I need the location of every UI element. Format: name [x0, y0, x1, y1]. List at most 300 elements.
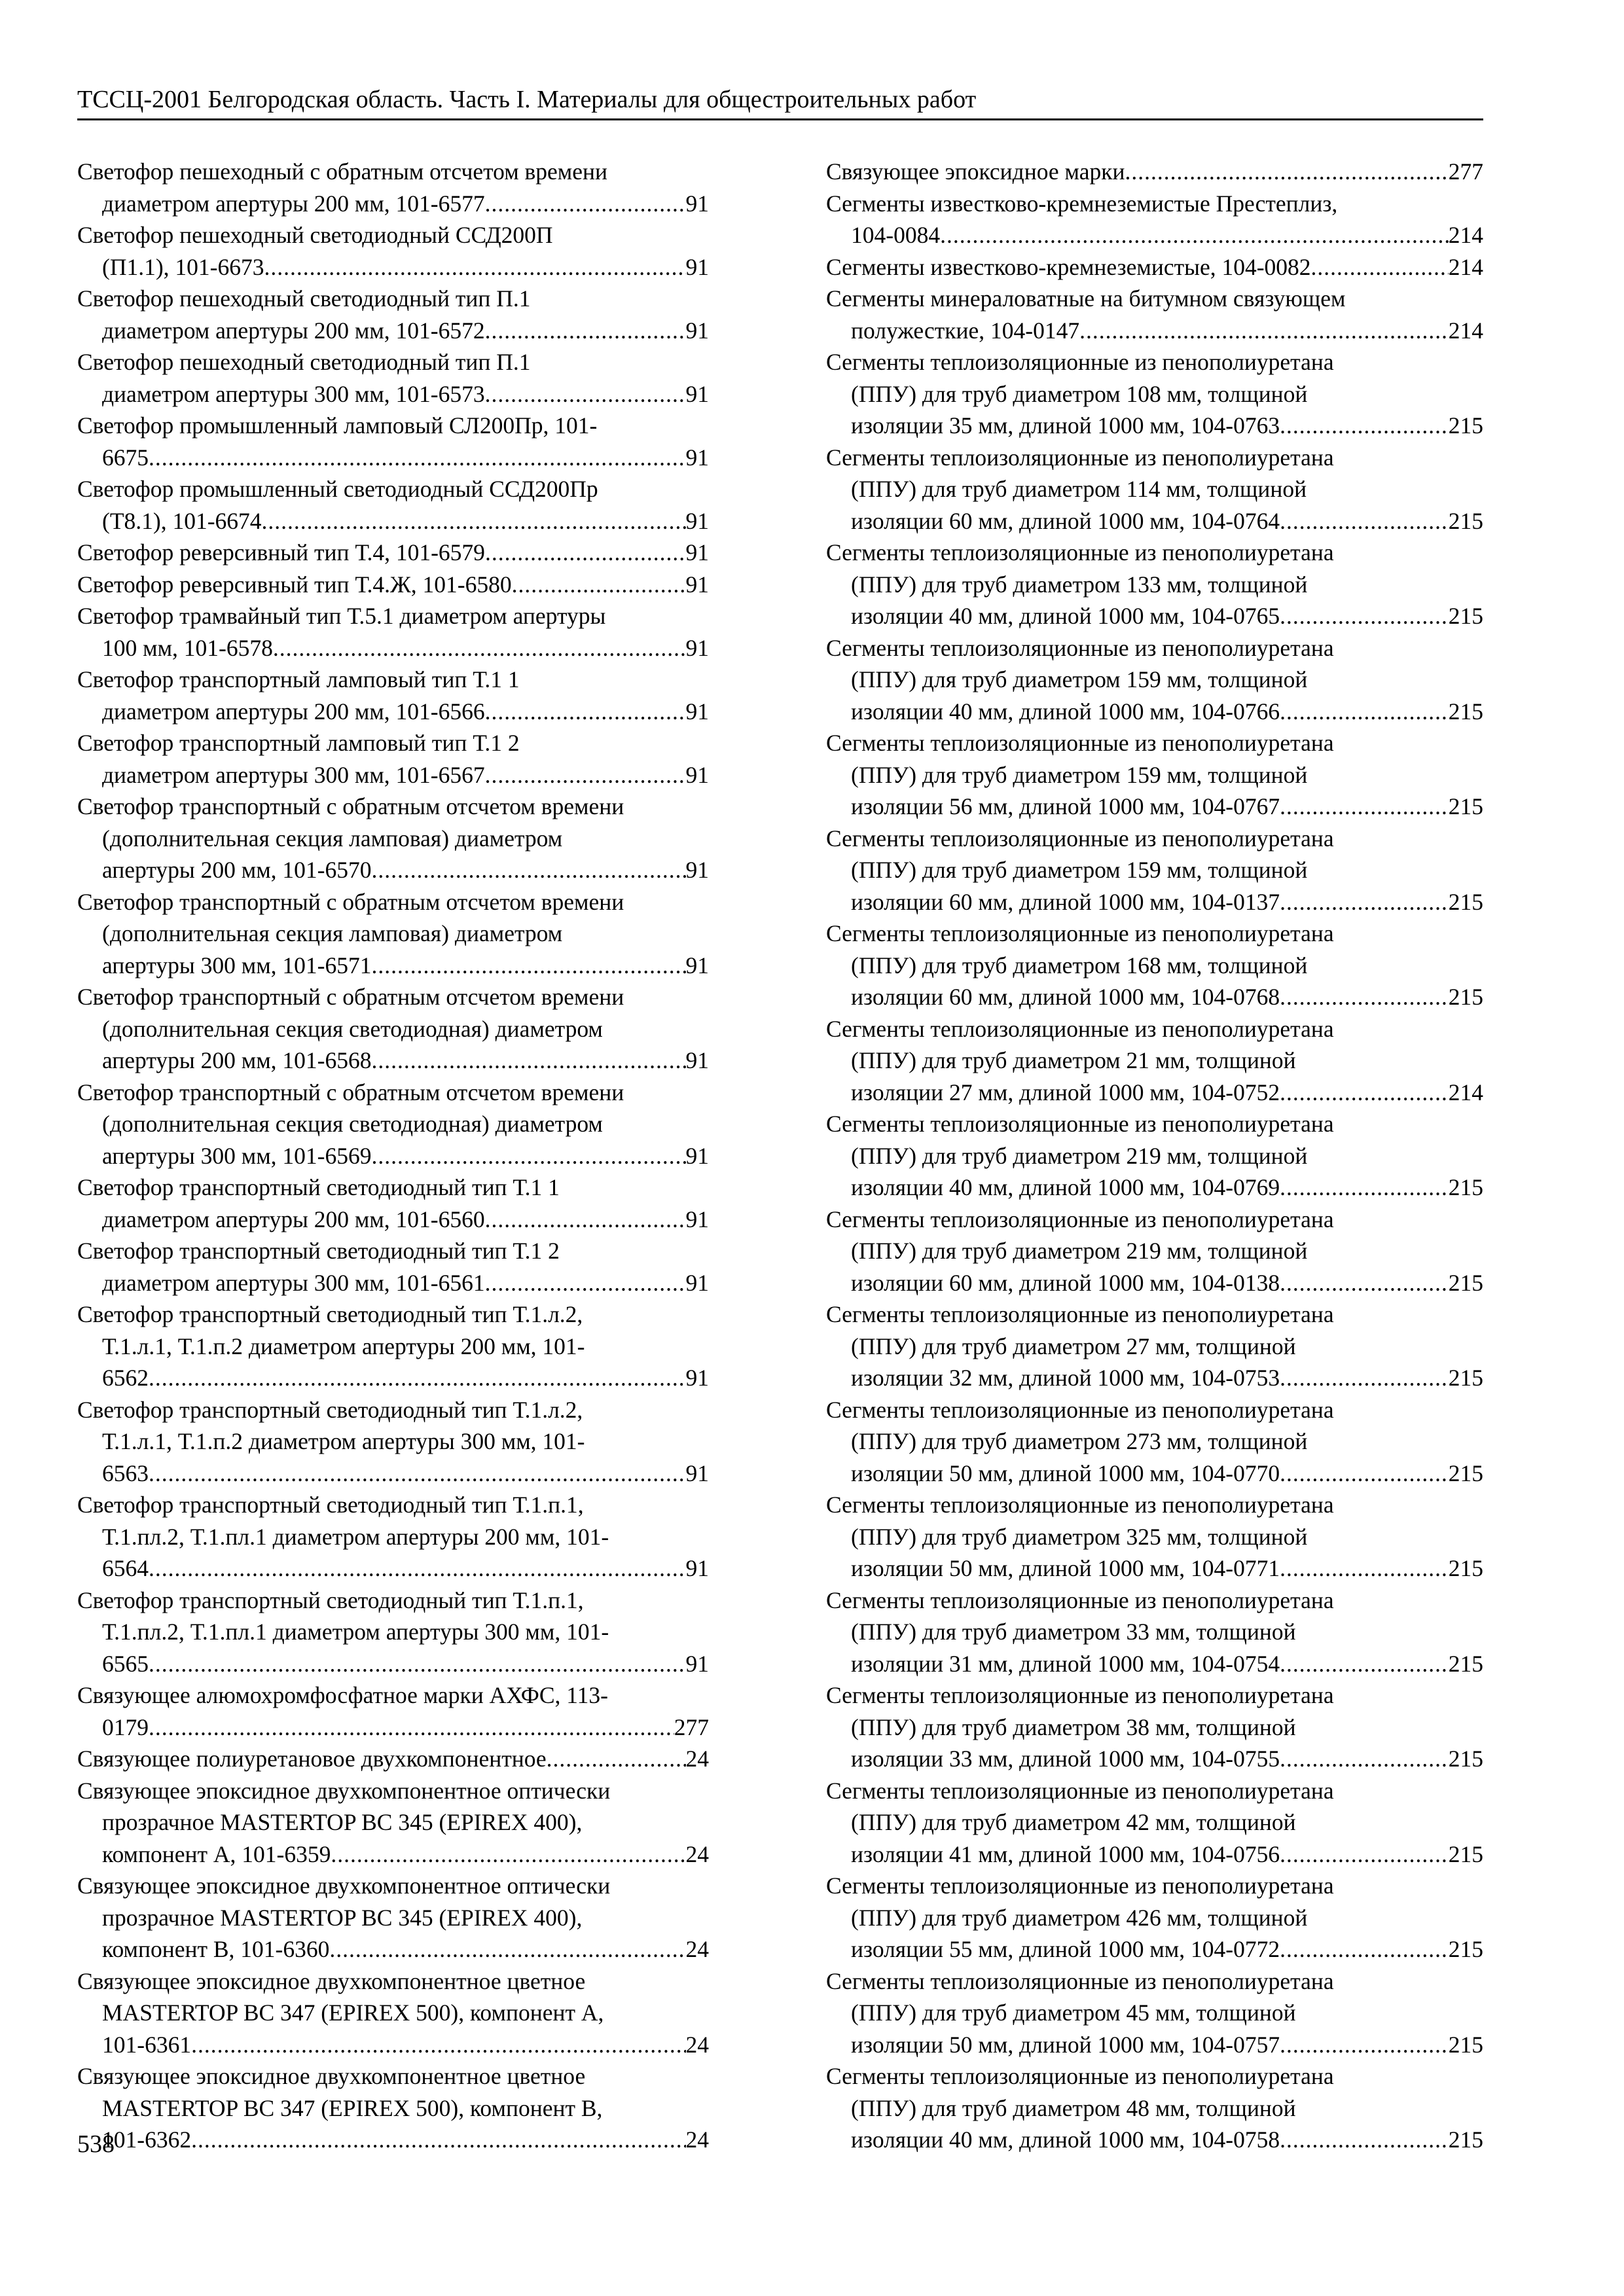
dot-leader — [149, 1648, 686, 1680]
index-entry — [826, 823, 1483, 918]
index-entry-last-line — [826, 981, 1483, 1013]
dot-leader — [1280, 1458, 1449, 1490]
index-entry — [77, 1679, 709, 1743]
index-entry-text: изоляции 40 мм, длиной 1000 мм, 104-0769 — [851, 1174, 1280, 1200]
index-entry-text: апертуры 200 мм, 101-6570 — [102, 857, 372, 883]
index-entry-text: изоляции 60 мм, длиной 1000 мм, 104-0138 — [851, 1269, 1280, 1296]
index-entry-page: 215 — [1448, 888, 1483, 915]
index-entry-line: Сегменты известково-кремнеземистые Престеплиз, — [826, 190, 1338, 217]
index-entry-last-line — [826, 1077, 1483, 1109]
index-entry-text: изоляции 50 мм, длиной 1000 мм, 104-0757 — [851, 2031, 1280, 2058]
index-entry-last-line — [77, 1204, 709, 1236]
index-entry — [826, 918, 1483, 1013]
index-entry-line: Сегменты теплоизоляционные из пенополиуретана — [826, 1873, 1334, 1899]
index-entry-page: 277 — [1448, 158, 1483, 185]
index-entry-text: Связующее полиуретановое двухкомпонентное — [77, 1746, 547, 1772]
index-entry-last-line — [77, 854, 709, 886]
index-entry-page: 215 — [1448, 1365, 1483, 1391]
dot-leader — [1280, 1648, 1449, 1680]
dot-leader — [149, 1712, 674, 1744]
index-entry-text: (Т8.1), 101-6674 — [102, 507, 262, 534]
index-entry-text: изоляции 50 мм, длиной 1000 мм, 104-0771 — [851, 1555, 1280, 1581]
index-entry — [826, 1394, 1483, 1490]
index-entry-text: диаметром апертуры 200 мм, 101-6572 — [102, 317, 485, 344]
index-entry-line: Сегменты теплоизоляционные из пенополиуретана — [826, 539, 1334, 565]
index-entry — [77, 1394, 709, 1490]
index-entry-line: Светофор транспортный светодиодный тип Т.1.п.1, — [77, 1587, 584, 1613]
index-entry-last-line — [826, 1839, 1483, 1871]
index-entry-last-line — [826, 1362, 1483, 1394]
dot-leader — [485, 378, 686, 410]
index-entry-text: 6563 — [102, 1460, 149, 1486]
dot-leader — [1280, 696, 1449, 728]
index-entry-last-line — [826, 600, 1483, 632]
index-entry-text: 101-6361 — [102, 2031, 192, 2058]
index-entry-last-line — [77, 537, 709, 569]
dot-leader — [371, 950, 685, 982]
index-entry-line: Сегменты теплоизоляционные из пенополиуретана — [826, 634, 1334, 661]
dot-leader — [191, 2124, 685, 2156]
index-entry-page: 215 — [1448, 1460, 1483, 1486]
index-entry — [77, 537, 709, 569]
index-entry-line: (ППУ) для труб диаметром 219 мм, толщиной — [851, 1142, 1308, 1169]
index-entry-page: 215 — [1448, 984, 1483, 1010]
dot-leader — [1280, 505, 1449, 537]
index-entry-line: Сегменты теплоизоляционные из пенополиуретана — [826, 1015, 1334, 1042]
index-entry-text: компонент А, 101-6359 — [102, 1840, 331, 1867]
index-entry-line: Светофор пешеходный светодиодный ССД200П — [77, 222, 553, 248]
index-entry-last-line — [77, 442, 709, 474]
index-entry-last-line — [77, 1267, 709, 1299]
index-entry-line: (ППУ) для труб диаметром 42 мм, толщиной — [851, 1809, 1296, 1835]
dot-leader — [1280, 1172, 1449, 1204]
index-entry — [826, 537, 1483, 632]
index-entry-text: Светофор реверсивный тип Т.4.Ж, 101-6580 — [77, 571, 512, 598]
index-entry-page: 215 — [1448, 2126, 1483, 2153]
index-entry-line: (дополнительная секция светодиодная) диаметром — [102, 1111, 603, 1137]
index-entry-text: изоляции 33 мм, длиной 1000 мм, 104-0755 — [851, 1746, 1280, 1772]
index-entry-line: Сегменты теплоизоляционные из пенополиуретана — [826, 1206, 1334, 1232]
dot-leader — [1280, 1362, 1449, 1394]
index-entry-last-line — [826, 410, 1483, 442]
dot-leader — [1280, 1839, 1449, 1871]
index-entry-line: Сегменты теплоизоляционные из пенополиуретана — [826, 349, 1334, 375]
index-entry-line: Светофор транспортный светодиодный тип Т.1 2 — [77, 1238, 560, 1264]
index-entry-line: Сегменты теплоизоляционные из пенополиуретана — [826, 920, 1334, 946]
index-entry — [826, 283, 1483, 346]
index-entry-page: 91 — [685, 634, 709, 661]
dot-leader — [331, 1839, 685, 1871]
index-entry-text: Связующее эпоксидное марки — [826, 158, 1125, 185]
index-entry — [77, 346, 709, 410]
dot-leader — [485, 696, 686, 728]
index-entry-last-line — [826, 251, 1483, 283]
index-entry-last-line — [77, 1743, 709, 1775]
index-entry — [77, 2060, 709, 2156]
index-entry-last-line — [77, 759, 709, 791]
index-entry-line: (ППУ) для труб диаметром 38 мм, толщиной — [851, 1713, 1296, 1740]
index-entry-line: (ППУ) для труб диаметром 273 мм, толщиной — [851, 1428, 1308, 1454]
dot-leader — [512, 569, 686, 601]
dot-leader — [1280, 410, 1449, 442]
index-entry-page: 215 — [1448, 1555, 1483, 1581]
index-entry-line: Светофор трамвайный тип Т.5.1 диаметром апертуры — [77, 603, 606, 629]
index-entry-line: Светофор транспортный с обратным отсчетом времени — [77, 1079, 624, 1105]
index-entry-text: изоляции 35 мм, длиной 1000 мм, 104-0763 — [851, 412, 1280, 439]
index-entry-page: 215 — [1448, 793, 1483, 819]
index-entry-line: (ППУ) для труб диаметром 159 мм, толщиной — [851, 761, 1308, 788]
index-entry — [826, 1679, 1483, 1775]
dot-leader — [1280, 791, 1449, 823]
index-entry-text: изоляции 60 мм, длиной 1000 мм, 104-0137 — [851, 888, 1280, 915]
index-entry-text: 100 мм, 101-6578 — [102, 634, 273, 661]
index-entry-last-line — [826, 505, 1483, 537]
index-entry-page: 91 — [685, 1206, 709, 1232]
index-entry — [826, 1013, 1483, 1109]
index-entry-line: (ППУ) для труб диаметром 27 мм, толщиной — [851, 1333, 1296, 1359]
index-entry — [77, 1870, 709, 1965]
dot-leader — [262, 505, 686, 537]
index-entry-page: 91 — [685, 380, 709, 407]
dot-leader — [149, 442, 686, 474]
index-entry-line: Светофор пешеходный светодиодный тип П.1 — [77, 349, 531, 375]
index-entry-line: Сегменты теплоизоляционные из пенополиуретана — [826, 1777, 1334, 1804]
index-entry-page: 215 — [1448, 412, 1483, 439]
dot-leader — [1125, 156, 1449, 188]
dot-leader — [940, 219, 1449, 251]
index-entry-last-line — [77, 1045, 709, 1077]
index-entry-line: Сегменты минераловатные на битумном связующем — [826, 285, 1346, 312]
index-entry-last-line — [77, 188, 709, 220]
index-entry-page: 215 — [1448, 1746, 1483, 1772]
index-entry-last-line — [77, 1552, 709, 1585]
index-entry-line: Сегменты теплоизоляционные из пенополиуретана — [826, 730, 1334, 756]
index-entry-text: изоляции 40 мм, длиной 1000 мм, 104-0758 — [851, 2126, 1280, 2153]
index-entry-line: Связующее эпоксидное двухкомпонентное оптически — [77, 1873, 611, 1899]
index-entry-text: диаметром апертуры 200 мм, 101-6577 — [102, 190, 485, 217]
index-entry-line: (ППУ) для труб диаметром 133 мм, толщиной — [851, 571, 1308, 598]
index-entry-line: (ППУ) для труб диаметром 159 мм, толщиной — [851, 666, 1308, 692]
index-entry-line: Т.1.пл.2, Т.1.пл.1 диаметром апертуры 300 мм, 101- — [102, 1619, 609, 1645]
index-column-left — [77, 156, 709, 2156]
index-entry-line: MASTERTOP BC 347 (EPIREX 500), компонент А, — [102, 2000, 604, 2026]
index-entry-page: 24 — [685, 1936, 709, 1962]
index-entry-page: 91 — [685, 1269, 709, 1296]
index-entry-line: (ППУ) для труб диаметром 45 мм, толщиной — [851, 2000, 1296, 2026]
index-entry-last-line — [77, 1712, 709, 1744]
index-entry-text: изоляции 60 мм, длиной 1000 мм, 104-0768 — [851, 984, 1280, 1010]
index-entry-text: изоляции 41 мм, длиной 1000 мм, 104-0756 — [851, 1840, 1280, 1867]
index-entry-line: Связующее алюмохромфосфатное марки АХФС, 113- — [77, 1682, 609, 1708]
index-entry-line: Сегменты теплоизоляционные из пенополиуретана — [826, 1967, 1334, 1994]
index-entry-line: (ППУ) для труб диаметром 48 мм, толщиной — [851, 2094, 1296, 2121]
index-entry-last-line — [826, 2124, 1483, 2156]
index-entry-line: Светофор пешеходный с обратным отсчетом времени — [77, 158, 608, 185]
dot-leader — [485, 188, 686, 220]
index-entry — [77, 664, 709, 727]
index-entry-last-line — [77, 1362, 709, 1394]
index-entry-text: апертуры 300 мм, 101-6571 — [102, 952, 372, 978]
index-entry — [77, 981, 709, 1077]
index-entry — [77, 1743, 709, 1775]
index-entry-line: (ППУ) для труб диаметром 168 мм, толщиной — [851, 952, 1308, 978]
index-entry-text: апертуры 200 мм, 101-6568 — [102, 1047, 372, 1073]
index-entry-line: Светофор пешеходный светодиодный тип П.1 — [77, 285, 531, 312]
index-entry — [826, 156, 1483, 188]
index-entry-line: Светофор транспортный светодиодный тип Т.1 1 — [77, 1174, 560, 1200]
dot-leader — [1280, 1743, 1449, 1775]
index-entry-text: изоляции 55 мм, длиной 1000 мм, 104-0772 — [851, 1936, 1280, 1962]
index-entry-line: Светофор промышленный ламповый СЛ200Пр, 101- — [77, 412, 598, 439]
index-entry-text: Сегменты известково-кремнеземистые, 104-0082 — [826, 253, 1311, 280]
index-entry-line: Т.1.л.1, Т.1.п.2 диаметром апертуры 300 мм, 101- — [102, 1428, 585, 1454]
index-entry-text: изоляции 32 мм, длиной 1000 мм, 104-0753 — [851, 1365, 1280, 1391]
index-entry-last-line — [77, 950, 709, 982]
index-entry-page: 91 — [685, 444, 709, 471]
index-entry — [77, 1077, 709, 1172]
index-entry-text: изоляции 60 мм, длиной 1000 мм, 104-0764 — [851, 507, 1280, 534]
index-entry — [77, 569, 709, 601]
index-entry-line: Сегменты теплоизоляционные из пенополиуретана — [826, 1111, 1334, 1137]
index-entry-last-line — [826, 156, 1483, 188]
index-entry — [826, 1585, 1483, 1680]
header-rule — [77, 118, 1483, 120]
dot-leader — [547, 1743, 686, 1775]
dot-leader — [1280, 886, 1449, 918]
index-entry-last-line — [77, 569, 709, 601]
index-entry-text: 6565 — [102, 1650, 149, 1677]
index-entry-last-line — [826, 1458, 1483, 1490]
index-entry-last-line — [77, 315, 709, 347]
index-entry-line: MASTERTOP BC 347 (EPIREX 500), компонент В, — [102, 2094, 603, 2121]
index-entry — [826, 632, 1483, 728]
index-entry — [826, 346, 1483, 442]
index-entry — [77, 791, 709, 886]
dot-leader — [1280, 600, 1449, 632]
index-entry-last-line — [826, 315, 1483, 347]
index-entry — [77, 886, 709, 982]
index-entry-page: 215 — [1448, 1936, 1483, 1962]
dot-leader — [1280, 2124, 1449, 2156]
index-entry-page: 91 — [685, 317, 709, 344]
dot-leader — [191, 2029, 685, 2061]
index-entry — [77, 1172, 709, 1235]
index-entry-last-line — [77, 1648, 709, 1680]
index-entry-line: Сегменты теплоизоляционные из пенополиуретана — [826, 1492, 1334, 1518]
index-entry — [77, 600, 709, 664]
index-entry-text: 101-6362 — [102, 2126, 192, 2153]
index-entry-text: изоляции 27 мм, длиной 1000 мм, 104-0752 — [851, 1079, 1280, 1105]
index-entry-page: 91 — [685, 1142, 709, 1169]
dot-leader — [1280, 1933, 1449, 1965]
index-entry — [826, 1108, 1483, 1204]
index-entry — [77, 1235, 709, 1299]
index-entry-line: Светофор транспортный с обратным отсчетом времени — [77, 888, 624, 915]
index-entry-line: Светофор транспортный с обратным отсчетом времени — [77, 793, 624, 819]
index-entry-last-line — [826, 1933, 1483, 1965]
dot-leader — [1079, 315, 1449, 347]
index-entry-page: 91 — [685, 1555, 709, 1581]
index-entry — [826, 1775, 1483, 1871]
index-entry — [77, 156, 709, 219]
index-entry — [826, 1299, 1483, 1394]
index-entry-line: (ППУ) для труб диаметром 325 мм, толщиной — [851, 1523, 1308, 1550]
index-entry-text: 104-0084 — [851, 222, 941, 248]
index-entry-last-line — [77, 505, 709, 537]
index-entry-line: Сегменты теплоизоляционные из пенополиуретана — [826, 1587, 1334, 1613]
index-entry — [826, 1489, 1483, 1585]
index-entry-line: Связующее эпоксидное двухкомпонентное цветное — [77, 1967, 586, 1994]
index-entry-line: (ППУ) для труб диаметром 426 мм, толщиной — [851, 1904, 1308, 1931]
index-entry-page: 214 — [1448, 1079, 1483, 1105]
index-entry-page: 215 — [1448, 1174, 1483, 1200]
index-entry — [77, 283, 709, 346]
index-entry-text: изоляции 40 мм, длиной 1000 мм, 104-0765 — [851, 603, 1280, 629]
index-entry-line: (ППУ) для труб диаметром 114 мм, толщиной — [851, 476, 1307, 502]
dot-leader — [485, 537, 686, 569]
index-entry-page: 24 — [685, 1746, 709, 1772]
index-entry — [77, 1299, 709, 1394]
index-entry-page: 215 — [1448, 698, 1483, 725]
index-entry-line: (дополнительная секция светодиодная) диаметром — [102, 1015, 603, 1042]
index-entry-last-line — [77, 2029, 709, 2061]
index-entry-line: (дополнительная секция ламповая) диаметром — [102, 920, 563, 946]
index-entry-line: (ППУ) для труб диаметром 219 мм, толщиной — [851, 1238, 1308, 1264]
index-entry-line: (ППУ) для труб диаметром 159 мм, толщиной — [851, 857, 1308, 883]
index-entry-text: (П1.1), 101-6673 — [102, 253, 264, 280]
index-entry-line: (ППУ) для труб диаметром 33 мм, толщиной — [851, 1619, 1296, 1645]
index-entry-last-line — [77, 1458, 709, 1490]
dot-leader — [149, 1552, 686, 1585]
index-entry-last-line — [826, 1648, 1483, 1680]
index-entry — [77, 1585, 709, 1680]
index-entry-page: 24 — [685, 2126, 709, 2153]
index-entry — [826, 1204, 1483, 1299]
index-entry-page: 214 — [1448, 253, 1483, 280]
index-entry-last-line — [826, 696, 1483, 728]
index-entry-line: Сегменты теплоизоляционные из пенополиуретана — [826, 2063, 1334, 2089]
index-entry-last-line — [77, 1839, 709, 1871]
index-entry-last-line — [826, 2029, 1483, 2061]
index-entry-last-line — [826, 1743, 1483, 1775]
index-entry-line: (ППУ) для труб диаметром 108 мм, толщиной — [851, 380, 1308, 407]
index-entry-last-line — [826, 1267, 1483, 1299]
dot-leader — [371, 1140, 685, 1172]
index-entry — [826, 1870, 1483, 1965]
dot-leader — [371, 1045, 685, 1077]
index-entry — [826, 442, 1483, 537]
index-entry-line: Светофор транспортный светодиодный тип Т.1.л.2, — [77, 1396, 583, 1423]
index-entry-last-line — [77, 378, 709, 410]
index-entry-line: прозрачное MASTERTOP BC 345 (EPIREX 400), — [102, 1904, 583, 1931]
dot-leader — [371, 854, 685, 886]
index-entry-line: (дополнительная секция ламповая) диаметром — [102, 825, 563, 852]
index-entry-text: изоляции 40 мм, длиной 1000 мм, 104-0766 — [851, 698, 1280, 725]
index-entry-page: 215 — [1448, 1650, 1483, 1677]
dot-leader — [1280, 1552, 1449, 1585]
index-entry-last-line — [77, 1140, 709, 1172]
index-entry-line: (ППУ) для труб диаметром 21 мм, толщиной — [851, 1047, 1296, 1073]
index-entry — [77, 727, 709, 791]
index-entry-text: диаметром апертуры 300 мм, 101-6567 — [102, 761, 485, 788]
dot-leader — [1280, 1267, 1449, 1299]
index-entry-page: 277 — [674, 1713, 709, 1740]
index-entry-page: 91 — [685, 1460, 709, 1486]
index-entry-line: Сегменты теплоизоляционные из пенополиуретана — [826, 444, 1334, 471]
dot-leader — [1280, 2029, 1449, 2061]
dot-leader — [485, 1267, 686, 1299]
dot-leader — [1280, 1077, 1449, 1109]
index-entry-page: 215 — [1448, 507, 1483, 534]
index-entry-last-line — [826, 1172, 1483, 1204]
index-entry-text: диаметром апертуры 300 мм, 101-6573 — [102, 380, 485, 407]
index-entry-page: 91 — [685, 952, 709, 978]
index-entry-line: Светофор промышленный светодиодный ССД200Пр — [77, 476, 598, 502]
index-entry-page: 215 — [1448, 2031, 1483, 2058]
index-entry-page: 91 — [685, 507, 709, 534]
dot-leader — [149, 1458, 686, 1490]
index-entry-text: диаметром апертуры 300 мм, 101-6561 — [102, 1269, 485, 1296]
index-entry — [77, 1775, 709, 1871]
index-entry-page: 24 — [685, 1840, 709, 1867]
index-entry-text: изоляции 31 мм, длиной 1000 мм, 104-0754 — [851, 1650, 1280, 1677]
index-entry-line: Связующее эпоксидное двухкомпонентное цветное — [77, 2063, 586, 2089]
index-entry-page: 91 — [685, 1047, 709, 1073]
index-entry-line: Сегменты теплоизоляционные из пенополиуретана — [826, 1396, 1334, 1423]
index-entry-page: 215 — [1448, 1269, 1483, 1296]
index-entry — [77, 219, 709, 283]
index-entry-page: 91 — [685, 571, 709, 598]
index-entry-last-line — [826, 791, 1483, 823]
index-entry-text: диаметром апертуры 200 мм, 101-6566 — [102, 698, 485, 725]
index-entry — [826, 2060, 1483, 2156]
index-entry-text: изоляции 56 мм, длиной 1000 мм, 104-0767 — [851, 793, 1280, 819]
dot-leader — [1311, 251, 1449, 283]
index-entry-last-line — [826, 219, 1483, 251]
dot-leader — [485, 315, 686, 347]
index-entry-line: Светофор транспортный с обратным отсчетом времени — [77, 984, 624, 1010]
index-entry-last-line — [826, 1552, 1483, 1585]
index-entry-page: 91 — [685, 698, 709, 725]
index-entry-last-line — [826, 886, 1483, 918]
index-entry-line: Связующее эпоксидное двухкомпонентное оптически — [77, 1777, 611, 1804]
index-entry-line: Т.1.пл.2, Т.1.пл.1 диаметром апертуры 200 мм, 101- — [102, 1523, 609, 1550]
index-entry-text: компонент В, 101-6360 — [102, 1936, 330, 1962]
index-entry-page: 214 — [1448, 317, 1483, 344]
index-entry-last-line — [77, 251, 709, 283]
index-entry-page: 215 — [1448, 603, 1483, 629]
index-entry-line: Сегменты теплоизоляционные из пенополиуретана — [826, 1301, 1334, 1327]
index-entry-last-line — [77, 696, 709, 728]
index-entry — [826, 727, 1483, 823]
index-entry-text: 6675 — [102, 444, 149, 471]
index-entry-text: 0179 — [102, 1713, 149, 1740]
page-number: 538 — [77, 2130, 115, 2158]
index-entry — [77, 410, 709, 473]
index-entry-line: Светофор транспортный светодиодный тип Т.1.п.1, — [77, 1492, 584, 1518]
index-entry-line: прозрачное MASTERTOP BC 345 (EPIREX 400), — [102, 1809, 583, 1835]
index-entry-line: Светофор транспортный ламповый тип Т.1 2 — [77, 730, 520, 756]
index-entry — [77, 1489, 709, 1585]
index-entry-last-line — [77, 2124, 709, 2156]
index-entry-last-line — [77, 1933, 709, 1965]
index-entry-text: Светофор реверсивный тип Т.4, 101-6579 — [77, 539, 485, 565]
index-entry-line: Сегменты теплоизоляционные из пенополиуретана — [826, 1682, 1334, 1708]
index-entry-text: 6564 — [102, 1555, 149, 1581]
dot-leader — [1280, 981, 1449, 1013]
index-entry-text: диаметром апертуры 200 мм, 101-6560 — [102, 1206, 485, 1232]
index-entry-page: 24 — [685, 2031, 709, 2058]
